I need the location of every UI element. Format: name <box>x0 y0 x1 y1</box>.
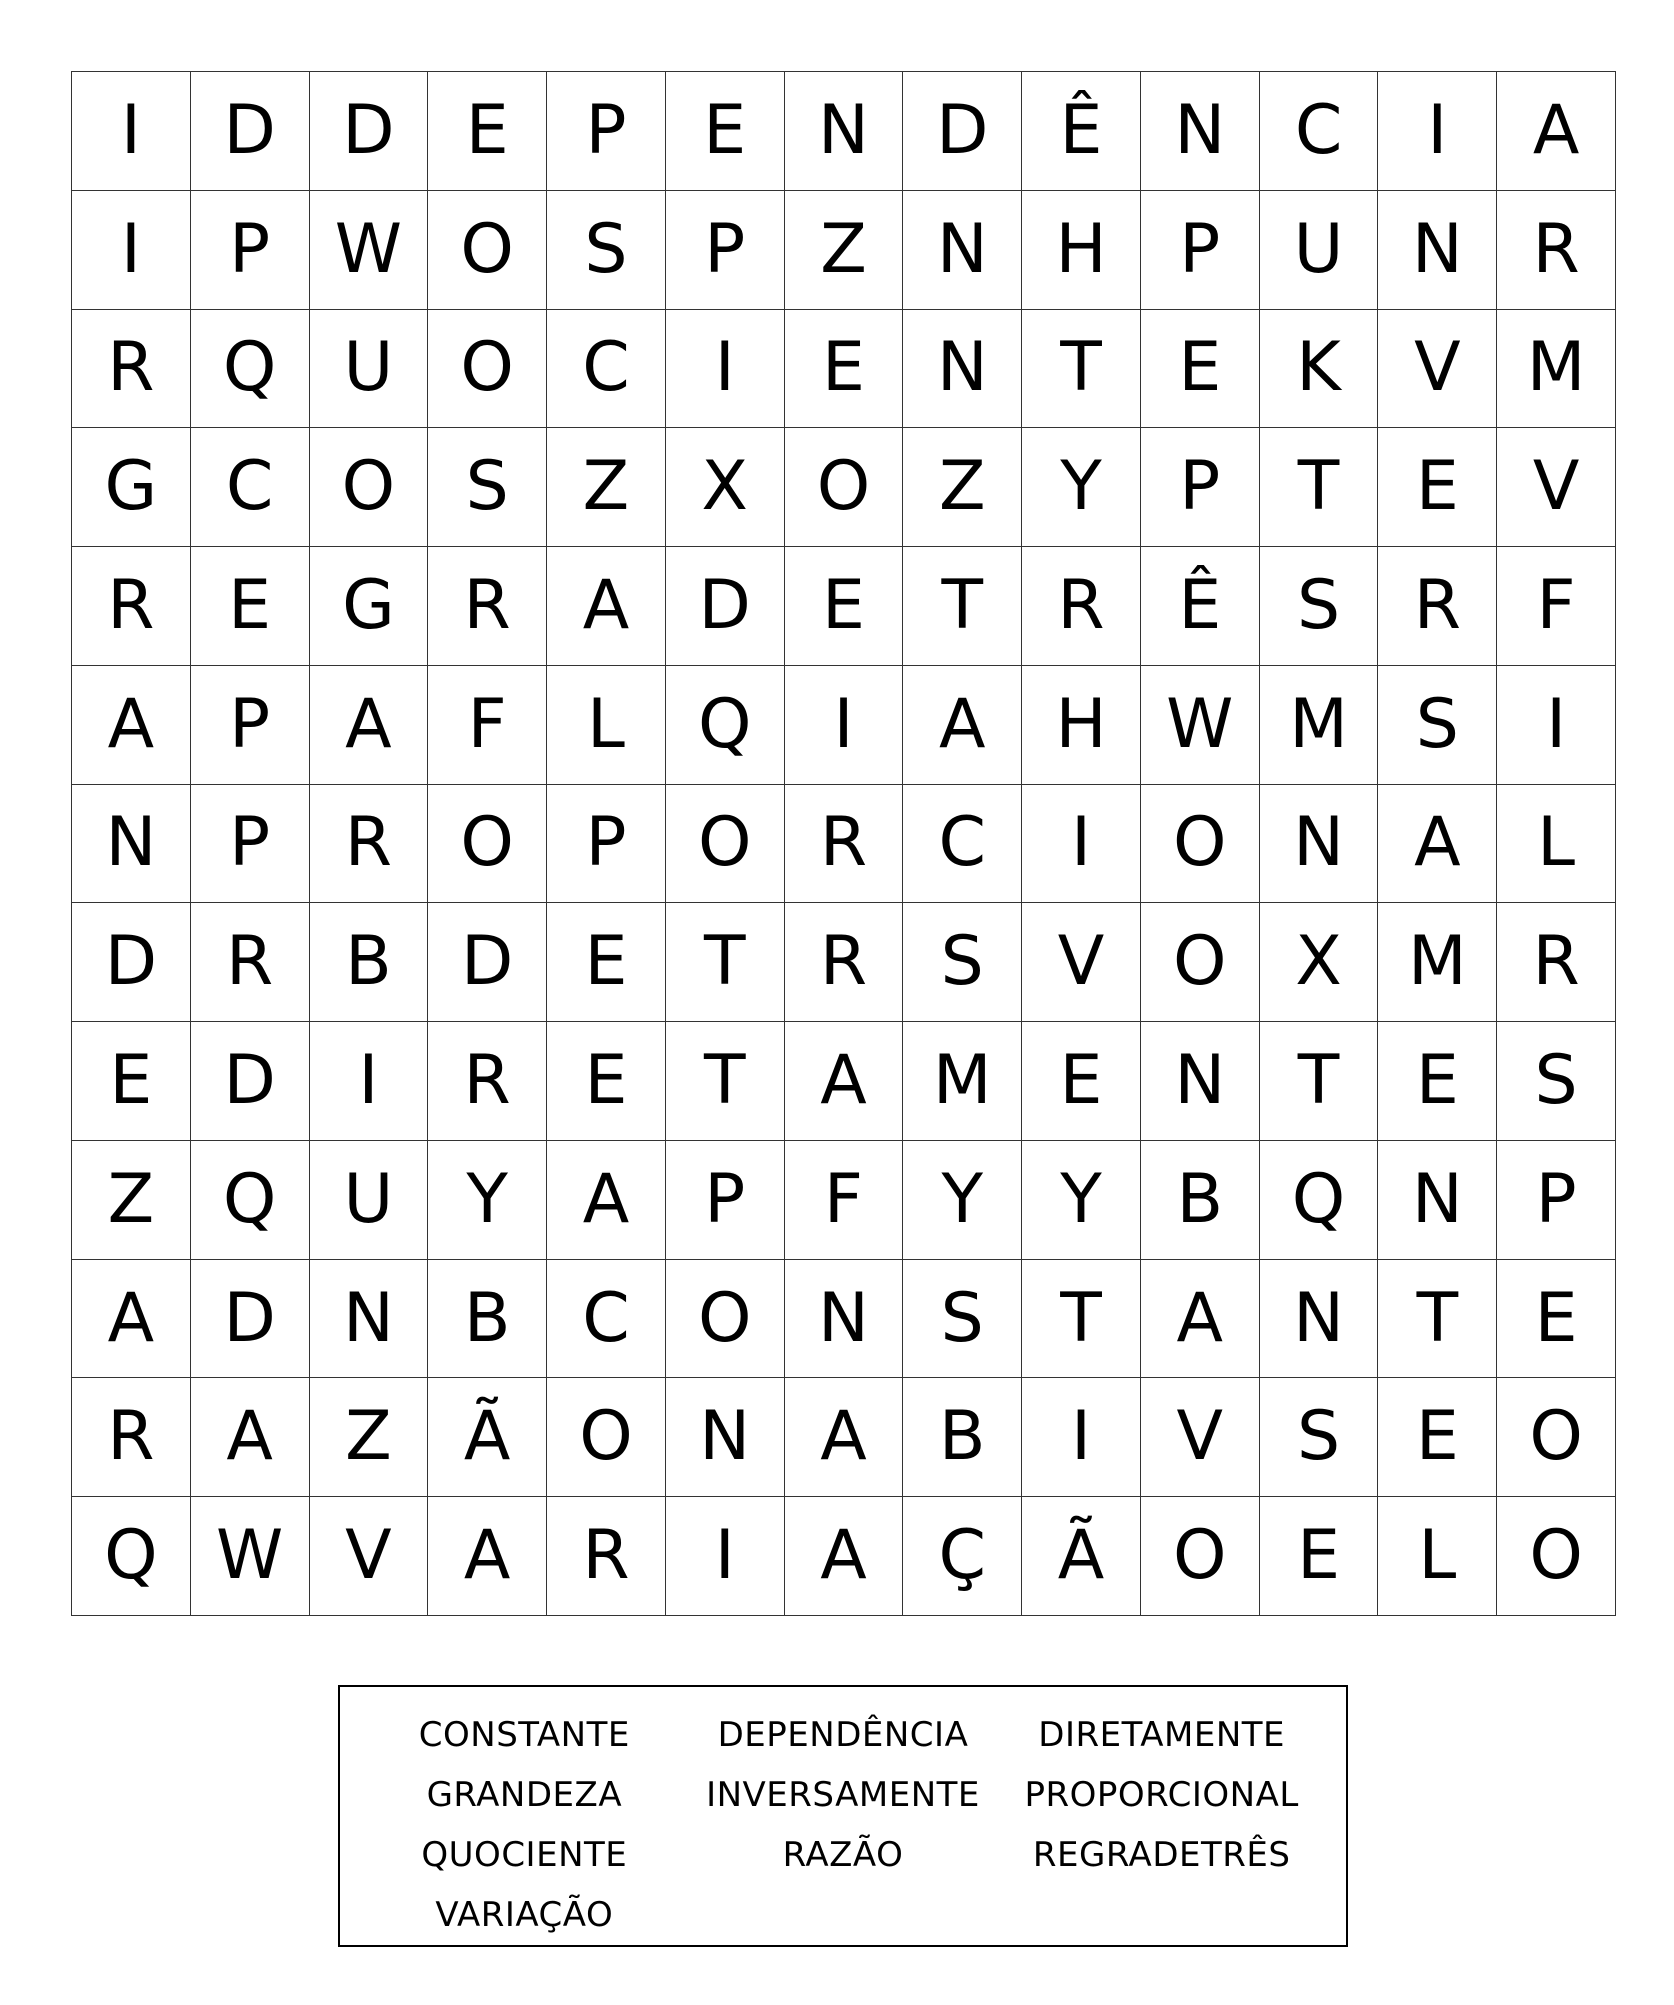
grid-cell[interactable]: N <box>1378 191 1497 310</box>
grid-cell[interactable]: E <box>547 1022 666 1141</box>
grid-cell[interactable]: D <box>310 72 429 191</box>
grid-cell[interactable]: S <box>1497 1022 1616 1141</box>
grid-cell[interactable]: I <box>1378 72 1497 191</box>
grid-cell[interactable]: C <box>1260 72 1379 191</box>
grid-cell[interactable]: E <box>72 1022 191 1141</box>
grid-cell[interactable]: Q <box>1260 1141 1379 1260</box>
grid-cell[interactable]: A <box>547 547 666 666</box>
grid-cell[interactable]: R <box>1022 547 1141 666</box>
grid-cell[interactable]: Y <box>1022 428 1141 547</box>
grid-cell[interactable]: O <box>666 1260 785 1379</box>
grid-cell[interactable]: Q <box>72 1497 191 1616</box>
grid-cell[interactable]: I <box>666 310 785 429</box>
word-list-item: GRANDEZA <box>426 1775 623 1815</box>
grid-cell[interactable]: T <box>903 547 1022 666</box>
grid-cell[interactable]: E <box>1141 310 1260 429</box>
grid-cell[interactable]: Ç <box>903 1497 1022 1616</box>
grid-cell[interactable]: O <box>428 310 547 429</box>
grid-cell[interactable]: C <box>547 1260 666 1379</box>
grid-cell[interactable]: N <box>785 72 904 191</box>
word-list-item: REGRADETRÊS <box>1032 1835 1291 1875</box>
word-search-grid <box>71 71 1616 1616</box>
grid-cell[interactable]: L <box>547 666 666 785</box>
grid-cell[interactable]: U <box>310 1141 429 1260</box>
grid-cell[interactable]: O <box>547 1378 666 1497</box>
grid-cell[interactable]: I <box>666 1497 785 1616</box>
grid-cell[interactable]: L <box>1497 785 1616 904</box>
grid-cell[interactable]: R <box>72 547 191 666</box>
grid-cell[interactable]: P <box>191 666 310 785</box>
grid-cell[interactable]: N <box>666 1378 785 1497</box>
grid-cell[interactable]: Y <box>903 1141 1022 1260</box>
grid-cell[interactable]: R <box>785 903 904 1022</box>
grid-cell[interactable]: A <box>1378 785 1497 904</box>
grid-cell[interactable]: A <box>547 1141 666 1260</box>
grid-cell[interactable]: T <box>666 903 785 1022</box>
grid-cell[interactable]: S <box>1260 547 1379 666</box>
grid-cell[interactable]: E <box>1378 1022 1497 1141</box>
grid-cell[interactable]: M <box>1260 666 1379 785</box>
grid-cell[interactable]: Ã <box>1022 1497 1141 1616</box>
grid-cell[interactable]: R <box>428 547 547 666</box>
grid-cell[interactable]: O <box>785 428 904 547</box>
grid-cell[interactable]: E <box>1378 1378 1497 1497</box>
grid-cell[interactable]: V <box>1022 903 1141 1022</box>
grid-cell[interactable]: O <box>666 785 785 904</box>
grid-cell[interactable]: Y <box>1022 1141 1141 1260</box>
grid-cell[interactable]: S <box>1378 666 1497 785</box>
grid-cell[interactable]: B <box>310 903 429 1022</box>
grid-cell[interactable]: D <box>191 1260 310 1379</box>
grid-cell[interactable]: O <box>1141 903 1260 1022</box>
grid-cell[interactable]: X <box>666 428 785 547</box>
grid-cell[interactable]: E <box>785 310 904 429</box>
grid-cell[interactable]: N <box>310 1260 429 1379</box>
grid-cell[interactable]: N <box>903 310 1022 429</box>
grid-cell[interactable]: U <box>1260 191 1379 310</box>
grid-cell[interactable]: A <box>428 1497 547 1616</box>
grid-cell[interactable]: D <box>191 72 310 191</box>
grid-cell[interactable]: D <box>191 1022 310 1141</box>
grid-cell[interactable]: Q <box>666 666 785 785</box>
grid-cell[interactable]: D <box>72 903 191 1022</box>
word-list-item: CONSTANTE <box>418 1715 630 1755</box>
grid-cell[interactable]: O <box>428 785 547 904</box>
grid-cell[interactable]: G <box>72 428 191 547</box>
grid-cell[interactable]: X <box>1260 903 1379 1022</box>
grid-cell[interactable]: N <box>785 1260 904 1379</box>
grid-cell[interactable]: P <box>191 785 310 904</box>
grid-cell[interactable]: I <box>785 666 904 785</box>
grid-cell[interactable]: R <box>191 903 310 1022</box>
grid-cell[interactable]: R <box>547 1497 666 1616</box>
grid-cell[interactable]: S <box>903 903 1022 1022</box>
word-list-item: INVERSAMENTE <box>706 1775 980 1815</box>
grid-cell[interactable]: R <box>72 1378 191 1497</box>
grid-cell[interactable]: W <box>310 191 429 310</box>
grid-cell[interactable]: S <box>1260 1378 1379 1497</box>
grid-cell[interactable]: M <box>1378 903 1497 1022</box>
grid-cell[interactable]: A <box>785 1022 904 1141</box>
grid-cell[interactable]: P <box>1141 428 1260 547</box>
grid-cell[interactable]: F <box>1497 547 1616 666</box>
grid-cell[interactable]: T <box>1260 1022 1379 1141</box>
grid-cell[interactable]: B <box>428 1260 547 1379</box>
grid-cell[interactable]: N <box>903 191 1022 310</box>
grid-cell[interactable]: E <box>547 903 666 1022</box>
grid-cell[interactable]: I <box>72 72 191 191</box>
grid-cell[interactable]: O <box>1497 1378 1616 1497</box>
grid-cell[interactable]: A <box>903 666 1022 785</box>
grid-cell[interactable]: E <box>428 72 547 191</box>
grid-cell[interactable]: G <box>310 547 429 666</box>
grid-cell[interactable]: N <box>1260 1260 1379 1379</box>
grid-cell[interactable]: A <box>785 1378 904 1497</box>
grid-cell[interactable]: R <box>310 785 429 904</box>
grid-cell[interactable]: Y <box>428 1141 547 1260</box>
grid-cell[interactable]: Q <box>191 310 310 429</box>
grid-cell[interactable]: Z <box>72 1141 191 1260</box>
grid-cell[interactable]: E <box>1022 1022 1141 1141</box>
grid-cell[interactable]: V <box>1497 428 1616 547</box>
grid-cell[interactable]: W <box>1141 666 1260 785</box>
grid-cell[interactable]: A <box>1141 1260 1260 1379</box>
grid-cell[interactable]: U <box>310 310 429 429</box>
grid-cell[interactable]: F <box>785 1141 904 1260</box>
grid-cell[interactable]: C <box>547 310 666 429</box>
grid-cell[interactable]: P <box>666 1141 785 1260</box>
grid-cell[interactable]: E <box>1260 1497 1379 1616</box>
grid-cell[interactable]: P <box>191 191 310 310</box>
grid-cell[interactable]: N <box>72 785 191 904</box>
grid-cell[interactable]: H <box>1022 666 1141 785</box>
grid-cell[interactable]: R <box>72 310 191 429</box>
grid-cell[interactable]: O <box>1497 1497 1616 1616</box>
grid-cell[interactable]: B <box>1141 1141 1260 1260</box>
grid-cell[interactable]: I <box>1022 785 1141 904</box>
grid-cell[interactable]: M <box>1497 310 1616 429</box>
word-list-item: VARIAÇÃO <box>435 1895 614 1935</box>
grid-cell[interactable]: Ê <box>1022 72 1141 191</box>
grid-cell[interactable]: N <box>1141 72 1260 191</box>
grid-cell[interactable]: O <box>310 428 429 547</box>
grid-cell[interactable]: D <box>428 903 547 1022</box>
grid-cell[interactable]: T <box>1022 1260 1141 1379</box>
grid-cell[interactable]: R <box>785 785 904 904</box>
word-list-item: RAZÃO <box>782 1835 904 1875</box>
word-list-item: QUOCIENTE <box>421 1835 628 1875</box>
grid-cell[interactable]: H <box>1022 191 1141 310</box>
grid-cell[interactable]: I <box>310 1022 429 1141</box>
grid-cell[interactable]: V <box>1378 310 1497 429</box>
grid-cell[interactable]: P <box>547 785 666 904</box>
grid-cell[interactable]: E <box>1497 1260 1616 1379</box>
grid-cell[interactable]: E <box>1378 428 1497 547</box>
grid-cell[interactable]: Z <box>310 1378 429 1497</box>
grid-cell[interactable]: A <box>72 1260 191 1379</box>
grid-cell[interactable]: T <box>1378 1260 1497 1379</box>
grid-cell[interactable]: T <box>1022 310 1141 429</box>
grid-cell[interactable]: P <box>1497 1141 1616 1260</box>
grid-cell[interactable]: R <box>428 1022 547 1141</box>
grid-cell[interactable]: V <box>310 1497 429 1616</box>
grid-cell[interactable]: A <box>310 666 429 785</box>
grid-cell[interactable]: W <box>191 1497 310 1616</box>
grid-cell[interactable]: P <box>547 72 666 191</box>
grid-cell[interactable]: P <box>666 191 785 310</box>
grid-cell[interactable]: T <box>666 1022 785 1141</box>
grid-cell[interactable]: F <box>428 666 547 785</box>
grid-cell[interactable]: I <box>72 191 191 310</box>
grid-cell[interactable]: O <box>1141 785 1260 904</box>
grid-cell[interactable]: R <box>1378 547 1497 666</box>
grid-cell[interactable]: P <box>1141 191 1260 310</box>
grid-cell[interactable]: V <box>1141 1378 1260 1497</box>
grid-cell[interactable]: L <box>1378 1497 1497 1616</box>
grid-cell[interactable]: Z <box>547 428 666 547</box>
grid-cell[interactable]: N <box>1260 785 1379 904</box>
grid-cell[interactable]: N <box>1141 1022 1260 1141</box>
word-list-item: PROPORCIONAL <box>1024 1775 1299 1815</box>
grid-cell[interactable]: O <box>1141 1497 1260 1616</box>
grid-cell[interactable]: K <box>1260 310 1379 429</box>
grid-cell[interactable]: N <box>1378 1141 1497 1260</box>
grid-cell[interactable]: B <box>903 1378 1022 1497</box>
grid-cell[interactable]: Ã <box>428 1378 547 1497</box>
grid-cell[interactable]: A <box>1497 72 1616 191</box>
grid-cell[interactable]: E <box>666 72 785 191</box>
grid-cell[interactable]: C <box>903 785 1022 904</box>
grid-cell[interactable]: E <box>785 547 904 666</box>
grid-cell[interactable]: A <box>785 1497 904 1616</box>
grid-cell[interactable]: R <box>1497 903 1616 1022</box>
grid-cell[interactable]: I <box>1497 666 1616 785</box>
grid-cell[interactable]: S <box>547 191 666 310</box>
word-list-item: DIRETAMENTE <box>1038 1715 1286 1755</box>
word-list-item: DEPENDÊNCIA <box>717 1715 969 1755</box>
grid-cell[interactable]: O <box>428 191 547 310</box>
grid-cell[interactable]: R <box>1497 191 1616 310</box>
grid-cell[interactable]: S <box>903 1260 1022 1379</box>
grid-cell[interactable]: D <box>903 72 1022 191</box>
grid-cell[interactable]: A <box>72 666 191 785</box>
grid-cell[interactable]: E <box>191 547 310 666</box>
grid-cell[interactable]: I <box>1022 1378 1141 1497</box>
grid-cell[interactable]: M <box>903 1022 1022 1141</box>
grid-cell[interactable]: C <box>191 428 310 547</box>
word-list <box>338 1685 1348 1947</box>
grid-cell[interactable]: T <box>1260 428 1379 547</box>
grid-cell[interactable]: Ê <box>1141 547 1260 666</box>
grid-cell[interactable]: Q <box>191 1141 310 1260</box>
grid-cell[interactable]: Z <box>785 191 904 310</box>
grid-cell[interactable]: D <box>666 547 785 666</box>
grid-cell[interactable]: S <box>428 428 547 547</box>
grid-cell[interactable]: Z <box>903 428 1022 547</box>
grid-cell[interactable]: A <box>191 1378 310 1497</box>
